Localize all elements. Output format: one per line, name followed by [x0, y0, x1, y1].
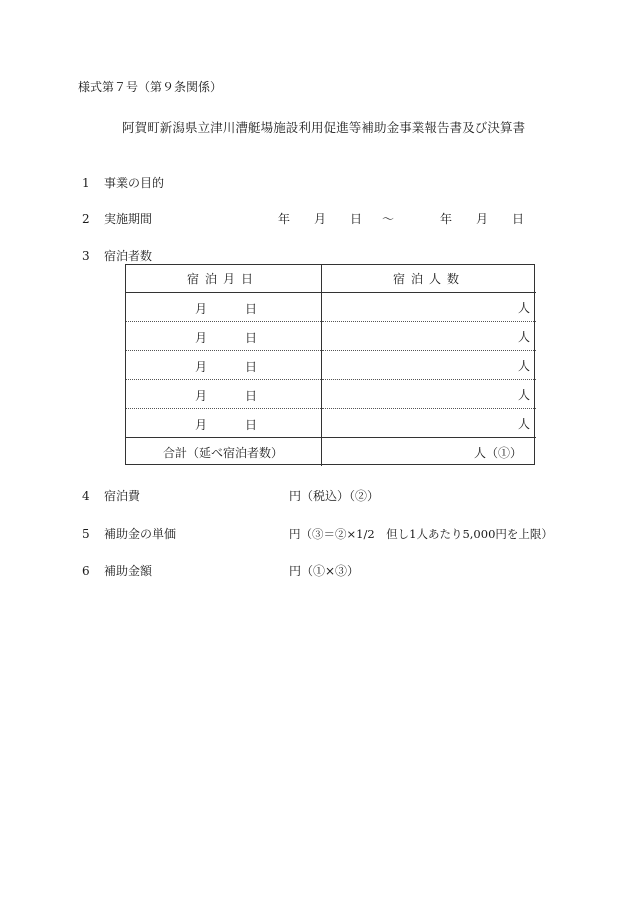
header-guest-count: 宿泊人数: [392, 271, 465, 286]
guest-count-cell[interactable]: 人: [517, 387, 530, 402]
unit-price-note[interactable]: 円（③＝②×1/2 但し1人あたり5,000円を上限）: [289, 527, 553, 541]
stay-date-cell[interactable]: [125, 409, 321, 438]
item-number-4: 4: [82, 489, 90, 503]
guest-count-cell[interactable]: 人: [517, 416, 530, 431]
item-number-5: 5: [82, 527, 90, 541]
header-stay-date: 宿泊月日: [125, 264, 321, 293]
period-start-year: 年: [278, 212, 291, 226]
day-unit: 日: [245, 418, 258, 432]
item-label-subsidy-amount: 補助金額: [104, 564, 153, 578]
stay-date-cell[interactable]: [125, 351, 321, 380]
day-unit: 日: [245, 302, 258, 316]
period-start-day: 日: [350, 212, 363, 226]
subsidy-amount-note[interactable]: 円（①×③）: [289, 564, 360, 578]
month-unit: 月: [195, 418, 208, 432]
item-label-period: 実施期間: [104, 212, 153, 226]
period-tilde: ～: [382, 212, 395, 226]
document-title: 阿賀町新潟県立津川漕艇場施設利用促進等補助金事業報告書及び決算書: [122, 120, 526, 135]
item-number-2: 2: [82, 212, 90, 226]
day-unit: 日: [245, 331, 258, 345]
table-row: [125, 380, 536, 409]
stay-date-cell[interactable]: [125, 293, 321, 322]
table-row: [125, 293, 536, 322]
total-guest-count-cell[interactable]: 人（①）: [321, 438, 536, 467]
stay-date-cell[interactable]: [125, 380, 321, 409]
month-unit: 月: [195, 389, 208, 403]
month-unit: 月: [195, 302, 208, 316]
item-number-3: 3: [82, 249, 90, 263]
table-header-row: [125, 264, 536, 293]
form-number: 様式第７号（第９条関係）: [78, 80, 223, 94]
day-unit: 日: [245, 389, 258, 403]
guest-count-table: [125, 264, 536, 466]
period-start-month: 月: [314, 212, 327, 226]
item-label-lodging-fee: 宿泊費: [104, 489, 141, 503]
period-end-year: 年: [440, 212, 453, 226]
period-end-day: 日: [512, 212, 525, 226]
item-label-guests: 宿泊者数: [104, 249, 153, 263]
guest-count-cell[interactable]: 人: [517, 300, 530, 315]
item-number-1: 1: [82, 176, 90, 190]
month-unit: 月: [195, 331, 208, 345]
guest-count-cell[interactable]: 人: [517, 358, 530, 373]
stay-date-cell[interactable]: [125, 322, 321, 351]
table-row: [125, 351, 536, 380]
table-total-row: [125, 438, 536, 467]
day-unit: 日: [245, 360, 258, 374]
guest-count-cell[interactable]: 人: [517, 329, 530, 344]
lodging-fee-note[interactable]: 円（税込）（②）: [289, 489, 380, 503]
item-label-purpose: 事業の目的: [104, 176, 165, 190]
month-unit: 月: [195, 360, 208, 374]
item-label-unit-price: 補助金の単価: [104, 527, 177, 541]
period-end-month: 月: [476, 212, 489, 226]
total-label: 合計（延べ宿泊者数）: [125, 438, 321, 467]
table-row: [125, 322, 536, 351]
item-number-6: 6: [82, 564, 90, 578]
table-row: [125, 409, 536, 438]
